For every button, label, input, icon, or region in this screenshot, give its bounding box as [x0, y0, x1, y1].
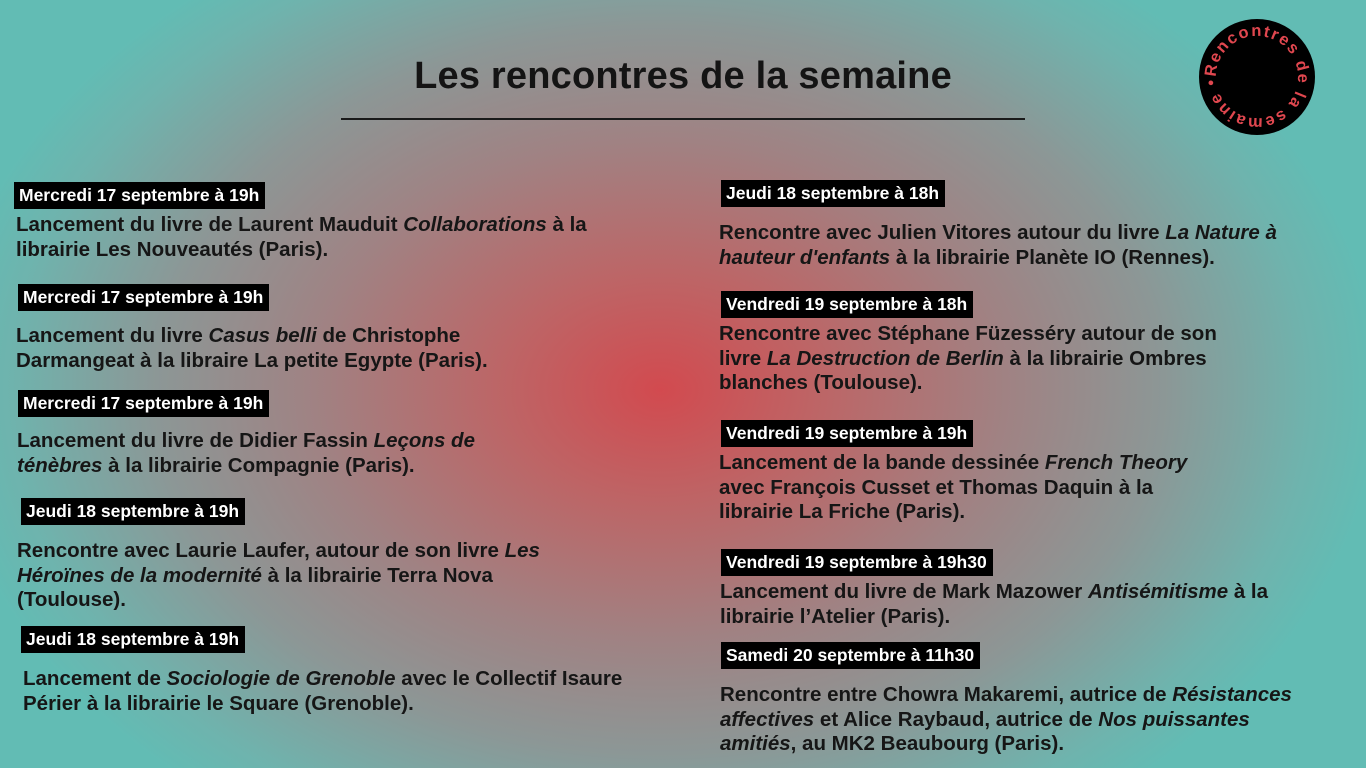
- page-title: Les rencontres de la semaine: [414, 55, 952, 97]
- event-date: Jeudi 18 septembre à 19h: [21, 498, 245, 525]
- event-date: Mercredi 17 septembre à 19h: [14, 182, 265, 209]
- event-description: Lancement de la bande dessinée French Theory avec François Cusset et Thomas Daquin à la librairie La Friche (Paris).: [719, 451, 1188, 523]
- event-description: Lancement du livre de Mark Mazower Antisémitisme à la librairie l’Atelier (Paris).: [720, 580, 1269, 628]
- event-item: [17, 498, 621, 613]
- event-item: [721, 549, 1321, 629]
- event-description: Rencontre avec Julien Vitores autour du livre La Nature à hauteur d'enfants à la librairie Planète IO (Rennes).: [719, 221, 1277, 269]
- event-item: [18, 284, 618, 373]
- event-date: Jeudi 18 septembre à 18h: [721, 180, 945, 207]
- rencontres-seal-logo: [1198, 18, 1316, 136]
- event-item: [18, 390, 618, 478]
- event-item: [721, 180, 1321, 270]
- event-item: [721, 291, 1321, 396]
- event-description: Lancement du livre de Didier Fassin Leçons de ténèbres à la librairie Compagnie (Paris).: [17, 429, 475, 477]
- event-date: Mercredi 17 septembre à 19h: [18, 390, 269, 417]
- event-description: Lancement de Sociologie de Grenoble avec le Collectif Isaure Périer à la librairie le Square (Grenoble).: [23, 667, 623, 715]
- event-description: Rencontre entre Chowra Makaremi, autrice de Résistances affectives et Alice Raybaud, autrice de Nos puissantes amitiés, au MK2 Beaubourg (Paris).: [720, 683, 1292, 755]
- event-date: Jeudi 18 septembre à 19h: [21, 626, 245, 653]
- event-description: Lancement du livre de Laurent Mauduit Collaborations à la librairie Les Nouveautés (Paris).: [16, 213, 587, 261]
- event-item: [721, 420, 1321, 525]
- event-item: [14, 182, 614, 262]
- event-item: [721, 642, 1321, 757]
- title-divider: [341, 118, 1025, 120]
- event-description: Rencontre avec Stéphane Füzesséry autour de son livre La Destruction de Berlin à la librairie Ombres blanches (Toulouse).: [719, 322, 1217, 394]
- event-date: Samedi 20 septembre à 11h30: [721, 642, 980, 669]
- event-description: Lancement du livre Casus belli de Christophe Darmangeat à la libraire La petite Egypte (Paris).: [16, 324, 488, 372]
- event-item: [21, 626, 621, 716]
- event-date: Vendredi 19 septembre à 18h: [721, 291, 973, 318]
- event-date: Vendredi 19 septembre à 19h30: [721, 549, 993, 576]
- event-date: Vendredi 19 septembre à 19h: [721, 420, 973, 447]
- event-description: Rencontre avec Laurie Laufer, autour de son livre Les Héroïnes de la modernité à la librairie Terra Nova (Toulouse).: [17, 539, 540, 611]
- seal-text: Rencontres de la semaine •: [1201, 21, 1313, 133]
- event-date: Mercredi 17 septembre à 19h: [18, 284, 269, 311]
